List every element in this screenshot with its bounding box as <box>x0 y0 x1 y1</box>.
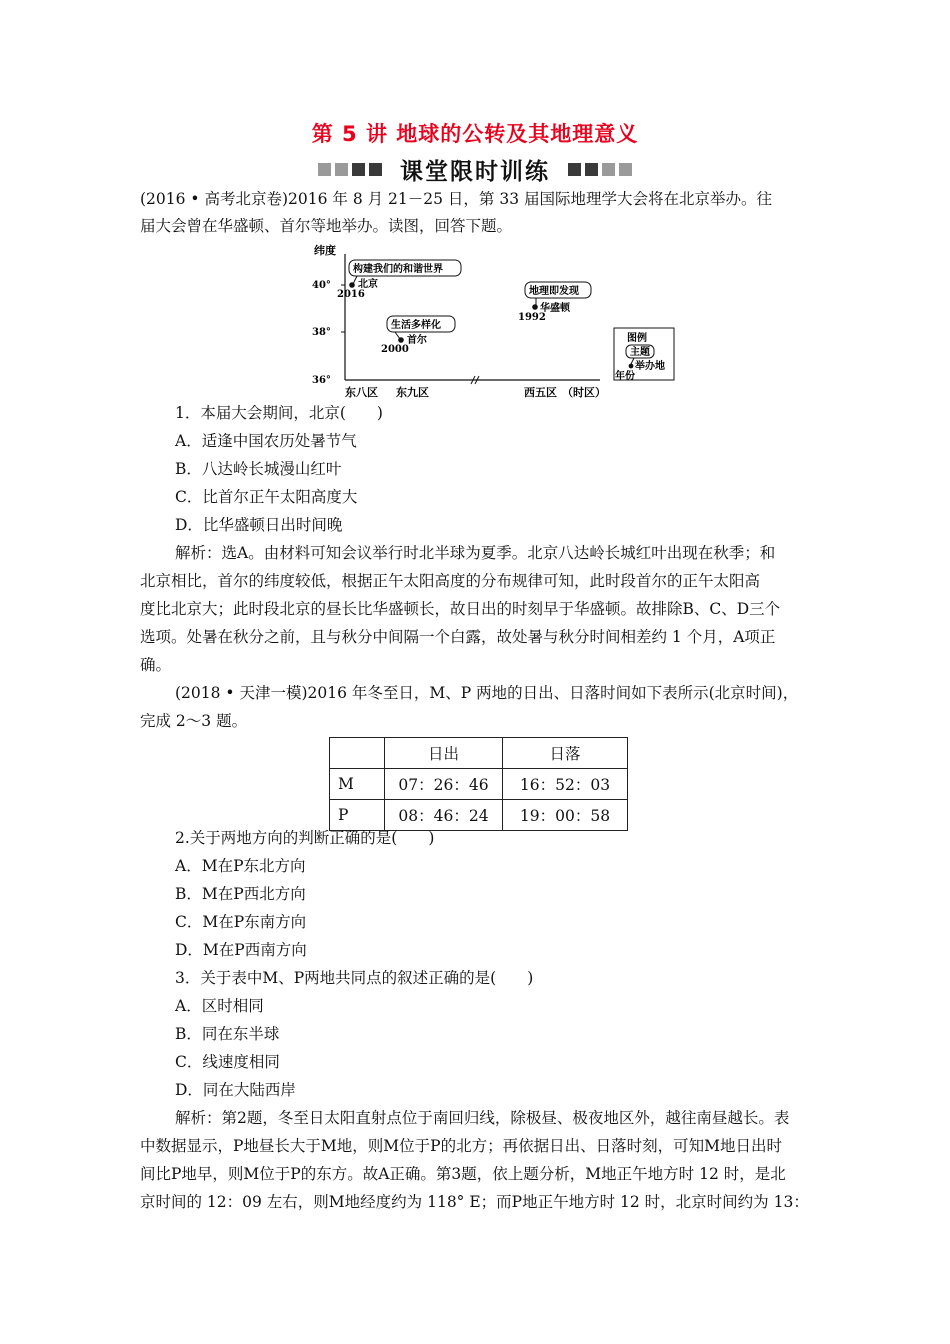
table-header-cell: 日落 <box>503 738 628 769</box>
y-tick-label: 40° <box>312 280 331 291</box>
section-banner <box>0 153 950 186</box>
analysis-2-line-2: 中数据显示，P地昼长大于M地，则M位于P的北方；再依据日出、日落时刻，可知M地日出时 <box>140 1137 782 1155</box>
y-axis-label: 纬度 <box>314 244 336 257</box>
analysis-1-line-2: 北京相比，首尔的纬度较低，根据正午太阳高度的分布规律可知，此时段首尔的正午太阳高 <box>140 572 761 590</box>
year-label-seoul: 2000 <box>381 344 409 355</box>
analysis-2-line-3: 间比P地早，则M位于P的东方。故A正确。第3题，依上题分析，M地正午地方时 12 时，是北 <box>140 1165 786 1183</box>
point-washington <box>532 304 538 310</box>
legend-year: 年份 <box>615 371 635 382</box>
q2-stem: 2.关于两地方向的判断正确的是( ) <box>175 829 435 847</box>
banner-square-icon <box>352 163 365 176</box>
intro-1-line-2: 届大会曾在华盛顿、首尔等地举办。读图，回答下题。 <box>140 217 513 235</box>
q3-option-b: B．同在东半球 <box>175 1025 280 1043</box>
banner-square-icon <box>602 163 615 176</box>
point-beijing <box>349 282 355 288</box>
q1-option-b: B．八达岭长城漫山红叶 <box>175 460 342 478</box>
banner-square-icon <box>619 163 632 176</box>
city-label-seoul: 首尔 <box>407 335 427 346</box>
legend-theme: 主题 <box>630 347 650 358</box>
banner-square-icon <box>335 163 348 176</box>
q3-option-d: D．同在大陆西岸 <box>175 1081 296 1099</box>
year-label-beijing: 2016 <box>337 289 365 300</box>
y-tick-label: 36° <box>312 375 331 386</box>
table-cell: 19：00：58 <box>503 800 628 831</box>
table-cell: 16：52：03 <box>503 769 628 800</box>
city-label-beijing: 北京 <box>358 279 378 290</box>
q2-option-a: A．M在P东北方向 <box>175 857 306 875</box>
lesson-title: 第 5 讲 地球的公转及其地理意义 <box>311 122 639 146</box>
x-tick-label: 西五区 <box>524 386 557 399</box>
analysis-2-line-4: 京时间的 12：09 左右，则M地经度约为 118° E；而P地正午地方时 12 时，北京时间约为 13： <box>140 1193 809 1211</box>
congress-chart <box>300 240 680 400</box>
q3-stem: 3．关于表中M、P两地共同点的叙述正确的是( ) <box>175 969 534 987</box>
table-header-cell: 日出 <box>385 738 503 769</box>
intro-2-line-1: (2018 • 天津一模)2016 年冬至日，M、P 两地的日出、日落时间如下表所示(北京时间)， <box>175 684 799 702</box>
banner-square-icon <box>369 163 382 176</box>
legend-place: 举办地 <box>635 361 665 372</box>
theme-label-beijing: 构建我们的和谐世界 <box>353 264 443 275</box>
table-header-cell <box>330 738 385 769</box>
banner-square-icon <box>585 163 598 176</box>
table-row <box>330 769 628 800</box>
legend-point <box>629 364 634 369</box>
x-tick-label: 东八区 <box>345 386 378 399</box>
theme-label-washington: 地理即发现 <box>529 286 579 297</box>
intro-2-line-2: 完成 2～3 题。 <box>140 712 248 730</box>
point-seoul <box>398 337 404 343</box>
table-header-row <box>330 738 628 769</box>
analysis-1-line-4: 选项。处暑在秋分之前，且与秋分中间隔一个白露，故处暑与秋分时间相差约 1 个月，A项正 <box>140 628 776 646</box>
q2-option-d: D．M在P西南方向 <box>175 941 307 959</box>
table-cell: 08：46：24 <box>385 800 503 831</box>
sunrise-sunset-table <box>329 737 628 831</box>
banner-text: 课堂限时训练 <box>400 159 550 185</box>
theme-label-seoul: 生活多样化 <box>391 320 441 331</box>
legend-title: 图例 <box>627 333 647 344</box>
q2-option-c: C．M在P东南方向 <box>175 913 307 931</box>
city-label-washington: 华盛顿 <box>540 303 570 314</box>
analysis-2-line-1: 解析：第2题，冬至日太阳直射点位于南回归线，除极昼、极夜地区外，越往南昼越长。表 <box>175 1109 790 1127</box>
y-tick-label: 38° <box>312 327 331 338</box>
banner-square-icon <box>568 163 581 176</box>
q3-option-c: C．线速度相同 <box>175 1053 280 1071</box>
banner-square-icon <box>318 163 331 176</box>
q1-stem: 1．本届大会期间，北京( ) <box>175 404 383 422</box>
x-tick-label: 东九区 <box>396 386 429 399</box>
analysis-1-line-5: 确。 <box>140 656 172 674</box>
analysis-1-line-1: 解析：选A。由材料可知会议举行时北半球为夏季。北京八达岭长城红叶出现在秋季；和 <box>175 544 776 562</box>
chart-legend <box>614 328 674 382</box>
q2-option-b: B．M在P西北方向 <box>175 885 306 903</box>
x-axis-label: （时区） <box>562 386 606 399</box>
analysis-1-line-3: 度比北京大；此时段北京的昼长比华盛顿长，故日出的时刻早于华盛顿。故排除B、C、D三个 <box>140 600 781 618</box>
intro-1-line-1: (2016 • 高考北京卷)2016 年 8 月 21－25 日，第 33 届国际地理学大会将在北京举办。往 <box>140 190 773 208</box>
year-label-washington: 1992 <box>518 312 546 323</box>
table-cell: 07：26：46 <box>385 769 503 800</box>
q1-option-c: C．比首尔正午太阳高度大 <box>175 488 358 506</box>
table-cell: P <box>330 800 385 831</box>
table-cell: M <box>330 769 385 800</box>
q1-option-a: A．适逢中国农历处暑节气 <box>175 432 357 450</box>
q3-option-a: A．区时相同 <box>175 997 264 1015</box>
q1-option-d: D．比华盛顿日出时间晚 <box>175 516 343 534</box>
